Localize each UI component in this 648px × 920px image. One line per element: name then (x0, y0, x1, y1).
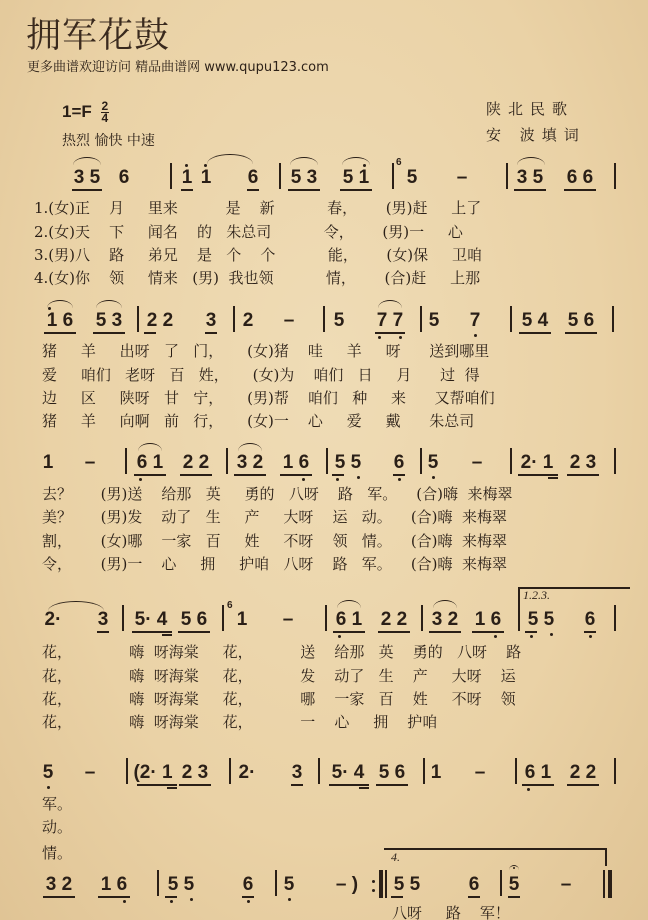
barline (392, 163, 394, 189)
underline (333, 631, 365, 633)
slur (337, 600, 361, 608)
low-dot (123, 900, 126, 903)
slur (47, 300, 73, 308)
lyric-line: 军。 (42, 795, 73, 813)
lyric-line: 动。 (42, 818, 73, 836)
barline (157, 870, 159, 896)
underline (429, 631, 461, 633)
note: 1 (42, 452, 54, 473)
lyric-line: 花， 嗨 呀海棠 花， 一 心 拥 护咱 (42, 713, 438, 731)
barline (506, 163, 508, 189)
lyric-line: 八呀 路 军！ (392, 904, 510, 920)
underline (234, 474, 266, 476)
note-group: 5 5 (527, 609, 555, 630)
underline (332, 474, 344, 476)
underline (144, 332, 156, 334)
underline (567, 474, 599, 476)
dash: – (456, 167, 468, 188)
low-dot (432, 476, 435, 479)
note-group: 2 3 (569, 452, 597, 473)
underline (378, 631, 410, 633)
underline (519, 332, 551, 334)
note: 1 (181, 167, 193, 188)
barline (420, 448, 422, 474)
lyric-line: 2.(女)天 下 闻名 的 朱总司 令， (男)一 心 (34, 223, 463, 241)
note-group: 6 1 (524, 762, 552, 783)
note: 5 (428, 310, 440, 331)
underline (522, 784, 554, 786)
volta-bracket-end (605, 848, 607, 866)
note-group: 2 2 (380, 609, 408, 630)
low-dot (474, 334, 477, 337)
barline (279, 163, 281, 189)
underline (514, 189, 546, 191)
note: 6 (118, 167, 130, 188)
note-group: 5 5 (334, 452, 362, 473)
note-group: 3 2 (45, 874, 73, 895)
volta-bracket-top (384, 848, 606, 850)
barline (125, 448, 127, 474)
barline (500, 870, 502, 896)
grace-note: 6 (396, 157, 402, 168)
barline (318, 758, 320, 784)
underline (393, 474, 405, 476)
note-group: 5 5 (167, 874, 195, 895)
barline (170, 163, 172, 189)
barline (421, 605, 423, 631)
barline (510, 306, 512, 332)
slur (73, 157, 101, 165)
underline (567, 784, 599, 786)
dash: – (282, 609, 294, 630)
note: 2· (238, 762, 256, 783)
note: 3 (205, 310, 217, 331)
origin-credit: 陕北民歌 (486, 100, 575, 118)
lyric-line: 花， 嗨 呀海棠 花， 发 动了 生 产 大呀 运 (42, 667, 516, 685)
volta-label: 4. (391, 850, 400, 864)
double-underline (162, 634, 172, 636)
repeat-dot (372, 889, 375, 892)
note-group: 5 3 (95, 310, 123, 331)
underline (247, 189, 259, 191)
low-dot (338, 635, 341, 638)
dash: – (84, 452, 96, 473)
tempo-marking: 热烈 愉快 中速 (62, 133, 155, 149)
low-dot (288, 898, 291, 901)
underline (72, 189, 102, 191)
note: 5 (333, 310, 345, 331)
note-group: 5 6 (378, 762, 406, 783)
barline (420, 306, 422, 332)
barline (612, 306, 614, 332)
time-numerator: 2 (101, 99, 109, 113)
lyric-line: 割， (女)哪 一家 百 姓 不呀 领 情。 (合)嗨 来梅翠 (42, 532, 508, 550)
low-dot (527, 788, 530, 791)
note-group: 1 6 (46, 310, 74, 331)
final-barline-thick (608, 870, 612, 898)
note-group: 5 1 (342, 167, 370, 188)
slur (290, 157, 318, 165)
lyric-line: 令， (男)一 心 拥 护咱 八呀 路 军。 (合)嗨 来梅翠 (42, 555, 508, 573)
note-group: 6 1 (136, 452, 164, 473)
barline (385, 870, 387, 898)
underline (584, 631, 596, 633)
tie (207, 154, 253, 164)
song-title: 拥军花鼓 (26, 16, 171, 56)
dash: – (560, 874, 572, 895)
underline (472, 631, 504, 633)
slur (378, 300, 402, 308)
note-group: 2 3 (181, 762, 209, 783)
note-group: 7 7 (376, 310, 404, 331)
underline (134, 474, 166, 476)
barline (614, 605, 616, 631)
note-group: 2 2 (569, 762, 597, 783)
note: 5 (508, 874, 520, 895)
key-label: 1=F (62, 101, 92, 121)
dash: – (471, 452, 483, 473)
note-group: 1 6 (474, 609, 502, 630)
note: 6 (247, 167, 259, 188)
underline (132, 631, 172, 633)
note-group: 3 5 (73, 167, 101, 188)
underline (280, 474, 312, 476)
low-dot (47, 786, 50, 789)
low-dot (170, 900, 173, 903)
underline (376, 784, 408, 786)
underline (288, 189, 320, 191)
barline (275, 870, 277, 896)
underline (180, 474, 212, 476)
barline (423, 758, 425, 784)
low-dot (302, 478, 305, 481)
time-signature (101, 101, 110, 124)
underline (291, 784, 303, 786)
note: 5 (283, 874, 295, 895)
note: 2· (44, 609, 62, 630)
volta-bracket (518, 587, 520, 631)
note: 6 (584, 609, 596, 630)
note: 6 (468, 874, 480, 895)
underline (43, 896, 75, 898)
note-group: 2 2 (146, 310, 174, 331)
lyric-line: 去？ (男)送 给那 英 勇的 八呀 路 军。 (合)嗨 来梅翠 (42, 485, 513, 503)
double-underline (359, 787, 369, 789)
slur (238, 443, 262, 451)
underline (340, 189, 372, 191)
underline (468, 896, 480, 898)
note-group: 2· 1 (520, 452, 554, 473)
lyricist-credit: 安 波填词 (486, 126, 586, 144)
low-dot (190, 898, 193, 901)
double-underline (548, 477, 558, 479)
note-group: (2· 1 (133, 762, 173, 783)
underline (44, 332, 76, 334)
underline (375, 332, 405, 334)
note-group: 3 2 (431, 609, 459, 630)
underline (508, 896, 520, 898)
note-group: 1 6 (282, 452, 310, 473)
dash: – (84, 762, 96, 783)
lyric-line: 爱 咱们 老呀 百 姓， (女)为 咱们 日 月 过 得 (42, 366, 480, 384)
barline (515, 758, 517, 784)
note-group: 5 6 (567, 310, 595, 331)
lyric-line: 美？ (男)发 动了 生 产 大呀 运 动。 (合)嗨 来梅翠 (42, 508, 508, 526)
low-dot (247, 900, 250, 903)
note: 5 (42, 762, 54, 783)
underline (242, 896, 254, 898)
low-dot (336, 478, 339, 481)
note-group: 5 3 (290, 167, 318, 188)
underline (181, 189, 193, 191)
note-group: 6 6 (566, 167, 594, 188)
barline (233, 306, 235, 332)
underline (565, 332, 597, 334)
underline (329, 784, 369, 786)
barline (222, 605, 224, 631)
lyric-line: 情。 (42, 844, 73, 862)
lyric-line: 1.(女)正 月 里来 是 新 春， (男)赶 上了 (34, 199, 482, 217)
note-group: 3 2 (236, 452, 264, 473)
barline (326, 448, 328, 474)
note: 2 (242, 310, 254, 331)
lyric-line: 边 区 陕呀 甘 宁， (男)帮 咱们 种 来 又帮咱们 (42, 389, 495, 407)
lyric-line: 花， 嗨 呀海棠 花， 送 给那 英 勇的 八呀 路 (42, 643, 522, 661)
barline (614, 448, 616, 474)
low-dot (139, 478, 142, 481)
underline (564, 189, 596, 191)
high-dot (48, 307, 51, 310)
slur (138, 443, 162, 451)
underline (525, 631, 537, 633)
note-group: 5· 4 (134, 609, 168, 630)
note: 3 (291, 762, 303, 783)
note: 1 (236, 609, 248, 630)
repeat-dot (372, 880, 375, 883)
note-group: 3 5 (516, 167, 544, 188)
note: 5 (406, 167, 418, 188)
underline (97, 631, 109, 633)
low-dot (589, 635, 592, 638)
underline (518, 474, 558, 476)
note: 5 (427, 452, 439, 473)
barline (323, 306, 325, 332)
time-denominator: 4 (101, 111, 109, 125)
note-group: 2 2 (182, 452, 210, 473)
high-dot (185, 164, 188, 167)
lyric-line: 4.(女)你 领 情来 (男) 我也领 情， (合)赶 上那 (34, 269, 481, 287)
low-dot (530, 635, 533, 638)
lyric-line: 3.(男)八 路 弟兄 是 个 个 能， (女)保 卫咱 (34, 246, 482, 264)
note-group: 5· 4 (331, 762, 365, 783)
barline (137, 306, 139, 332)
low-dot (398, 478, 401, 481)
note: 1 (200, 167, 212, 188)
slur (96, 300, 122, 308)
note: 6 (393, 452, 405, 473)
site-subtitle: 更多曲谱欢迎访问 精品曲谱网 www.qupu123.com (27, 60, 329, 75)
high-dot (363, 164, 366, 167)
fermata-dot (513, 867, 515, 869)
underline (179, 784, 211, 786)
underline (93, 332, 125, 334)
barline (226, 448, 228, 474)
underline (205, 332, 217, 334)
note: 3 (97, 609, 109, 630)
low-dot (550, 633, 553, 636)
double-underline (167, 787, 177, 789)
underline (391, 896, 403, 898)
note-group: 5 6 (180, 609, 208, 630)
barline (122, 605, 124, 631)
barline (614, 163, 616, 189)
note: 1 (430, 762, 442, 783)
barline (229, 758, 231, 784)
lyric-line: 花， 嗨 呀海棠 花， 哪 一家 百 姓 不呀 领 (42, 690, 516, 708)
note-group: 1 6 (100, 874, 128, 895)
dash: – (474, 762, 486, 783)
dash: – (283, 310, 295, 331)
high-dot (204, 164, 207, 167)
low-dot (494, 635, 497, 638)
slur (517, 157, 545, 165)
low-dot (357, 476, 360, 479)
key-signature (62, 101, 109, 124)
underline (165, 896, 177, 898)
note-group: 5 4 (521, 310, 549, 331)
slur (433, 600, 457, 608)
barline (614, 758, 616, 784)
note-group: 6 1 (335, 609, 363, 630)
lyric-line: 猪 羊 出呀 了 门， (女)猪 哇 羊 呀 送到哪里 (42, 342, 490, 360)
grace-note: 6 (227, 600, 233, 611)
final-barline-thin (603, 870, 605, 898)
dash-close-paren: – ) (335, 874, 359, 895)
barline (510, 448, 512, 474)
note: 6 (242, 874, 254, 895)
underline (137, 784, 177, 786)
volta-label: 1.2.3. (523, 588, 550, 602)
repeat-end-barline (379, 870, 383, 898)
note: 7 (469, 310, 481, 331)
barline (325, 605, 327, 631)
note-group: 5 5 (393, 874, 421, 895)
lyric-line: 猪 羊 向啊 前 行， (女)一 心 爱 戴 朱总司 (42, 412, 475, 430)
underline (178, 631, 210, 633)
underline (98, 896, 130, 898)
